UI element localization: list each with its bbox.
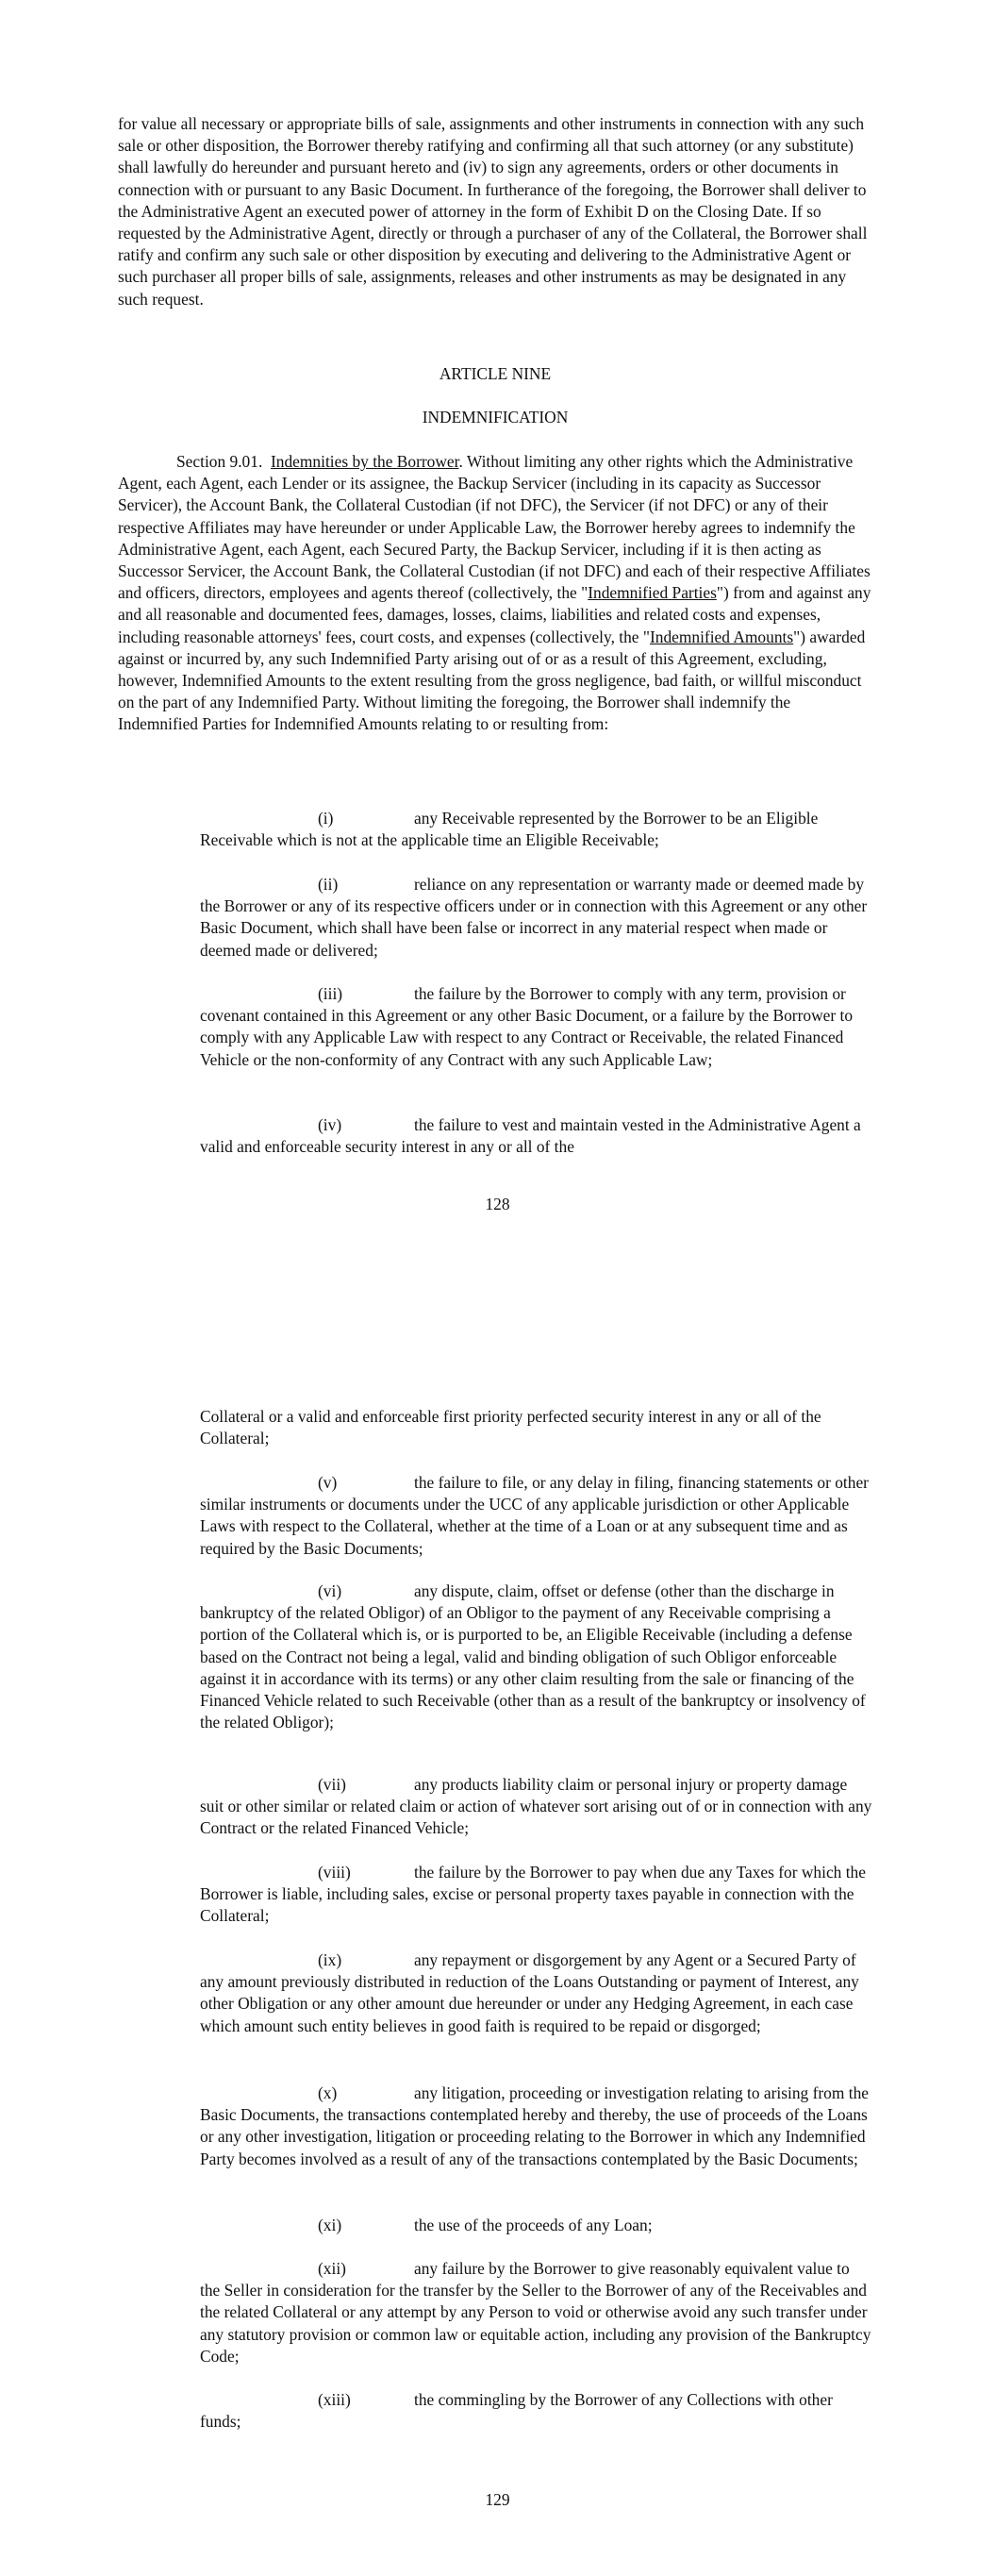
section-text-part-1: . Without limiting any other rights which the Administrative Agent, each Agent, each Lender or its assignee, the Backup Servicer (including in its capacity as Successor Servicer), the Account Bank, the Collateral Custodian (if not DFC), the Servicer (if not DFC) or any of their respective Affiliates may have hereunder or under Applicable Law, the Borrower hereby agrees to indemnify the Administrative Agent, each Agent, each Secured Party, the Backup Servicer, including if it is then acting as Successor Servicer, the Account Bank, the Collateral Custodian (if not DFC) and each of their respective Affiliates and officers, directors, employees and agents thereof (collectively, the " <box>118 452 871 603</box>
item-numeral: (viii) <box>318 1863 351 1882</box>
list-item-iv <box>200 1114 872 1158</box>
item-text: the failure to file, or any delay in filing, financing statements or other similar instruments or documents under the UCC of any applicable jurisdiction or other Applicable Laws with respect to the Collateral, whether at the time of a Loan or at any subsequent time and as required by the Basic Documents; <box>200 1473 869 1558</box>
item-text: the failure by the Borrower to pay when due any Taxes for which the Borrower is liable, including sales, excise or personal property taxes payable in connection with the Collateral; <box>200 1863 866 1926</box>
list-item-x <box>200 2083 872 2170</box>
item-numeral: (i) <box>318 809 334 828</box>
article-title: INDEMNIFICATION <box>422 408 569 427</box>
item-text: any litigation, proceeding or investigation relating to arising from the Basic Documents, the transactions contemplated hereby and thereby, the use of proceeds of the Loans or any other investigation, litigation or proceeding relating to the Borrower in which any Indemnified Party becomes involved as a result of any of the transactions contemplated by the Basic Documents; <box>200 2083 869 2168</box>
item-numeral: (ii) <box>318 875 339 894</box>
section-text-part-3: ") awarded against or incurred by, any such Indemnified Party arising out of or as a result of this Agreement, excluding, however, Indemnified Amounts to the extent resulting from the gross negligence, bad faith, or willful misconduct on the part of any Indemnified Party. Without limiting the foregoing, the Borrower shall indemnify the Indemnified Parties for Indemnified Amounts relating to or resulting from: <box>118 627 866 734</box>
list-item-xiii <box>200 2389 872 2433</box>
item-numeral: (vii) <box>318 1775 346 1794</box>
item-numeral: (iv) <box>318 1115 342 1134</box>
item-numeral: (x) <box>318 2083 338 2102</box>
list-item-xi <box>200 2215 872 2236</box>
list-item-iii <box>200 983 872 1071</box>
continuation-paragraph: for value all necessary or appropriate bills of sale, assignments and other instruments in connection with any such sale or other disposition, the Borrower thereby ratifying and confirming all that such attorney (or any substitute) shall lawfully do hereunder and pursuant hereto and (iv) to sign any agreements, orders or other documents in connection with or pursuant to any Basic Document. In furtherance of the foregoing, the Borrower shall deliver to the Administrative Agent an executed power of attorney in the form of Exhibit D on the Closing Date. If so requested by the Administrative Agent, directly or through a purchaser of any of the Collateral, the Borrower shall ratify and confirm any such sale or other disposition by executing and delivering to the Administrative Agent or such purchaser all proper bills of sale, assignments, releases and other instruments as may be designated in any such request. <box>118 114 868 309</box>
section-9-01-paragraph <box>118 451 872 736</box>
list-item-i <box>200 808 872 851</box>
defined-term-indemnified-parties: Indemnified Parties <box>588 583 717 603</box>
item-text: the commingling by the Borrower of any Collections with other funds; <box>200 2390 833 2432</box>
list-item-v <box>200 1472 872 1560</box>
item-text: any Receivable represented by the Borrower to be an Eligible Receivable which is not at the applicable time an Eligible Receivable; <box>200 809 819 850</box>
page-number: 128 <box>485 1195 510 1213</box>
continuation-paragraph: Collateral or a valid and enforceable first priority perfected security interest in any or all of the Collateral; <box>200 1407 821 1448</box>
item-text: the use of the proceeds of any Loan; <box>414 2216 653 2234</box>
item-numeral: (v) <box>318 1473 338 1492</box>
list-item-viii <box>200 1862 872 1928</box>
list-item-xii <box>200 2258 872 2367</box>
item-numeral: (iii) <box>318 984 343 1003</box>
page-number: 129 <box>485 2490 510 2509</box>
item-text: any repayment or disgorgement by any Agent or a Secured Party of any amount previously distributed in reduction of the Loans Outstanding or payment of Interest, any other Obligation or any other amount due hereunder or under any Hedging Agreement, in each case which amount such entity believes in good faith is required to be repaid or disgorged; <box>200 1950 859 2035</box>
list-item-ii <box>200 874 872 962</box>
item-text: any failure by the Borrower to give reasonably equivalent value to the Seller in consideration for the transfer by the Seller to the Borrower of any of the Receivables and the related Collateral or any attempt by any Person to void or otherwise avoid any such transfer under any statutory provision or common law or equitable action, including any provision of the Bankruptcy Code; <box>200 2259 871 2366</box>
section-text-part-2: ") from and against any and all reasonable and documented fees, damages, losses, claims, liabilities and related costs and expenses, including reasonable attorneys' fees, court costs, and expenses (collectively, the " <box>118 583 871 646</box>
item-numeral: (vi) <box>318 1581 342 1600</box>
section-number: Section 9.01. <box>176 452 263 471</box>
item-numeral: (ix) <box>318 1950 342 1969</box>
document-page-128 <box>0 0 995 1274</box>
section-title: Indemnities by the Borrower <box>271 452 459 471</box>
item-text: the failure to vest and maintain vested in the Administrative Agent a valid and enforceable security interest in any or all of the <box>200 1115 861 1157</box>
defined-term-indemnified-amounts: Indemnified Amounts <box>649 627 794 646</box>
item-numeral: (xii) <box>318 2259 346 2278</box>
item-numeral: (xi) <box>318 2216 342 2234</box>
item-text: any dispute, claim, offset or defense (other than the discharge in bankruptcy of the related Obligor) of an Obligor to the payment of any Receivable comprising a portion of the Collateral which is, or is purported to be, an Eligible Receivable (including a defense based on the Contract not being a legal, valid and binding obligation of such Obligor enforceable against it in accordance with its terms) or any other claim resulting from the sale or financing of the Financed Vehicle related to such Receivable (other than as a result of the bankruptcy or insolvency of the related Obligor); <box>200 1581 866 1732</box>
item-numeral: (xiii) <box>318 2390 351 2409</box>
item-text: any products liability claim or personal injury or property damage suit or other similar or related claim or action of whatever sort arising out of or in connection with any Contract or the related Financed Vehicle; <box>200 1775 872 1838</box>
list-item-ix <box>200 1949 872 2037</box>
article-heading: ARTICLE NINE <box>439 364 552 383</box>
list-item-vii <box>200 1774 872 1840</box>
document-page-129 <box>0 1274 995 2576</box>
item-text: the failure by the Borrower to comply with any term, provision or covenant contained in this Agreement or any other Basic Document, or a failure by the Borrower to comply with any Applicable Law with respect to any Contract or Receivable, the related Financed Vehicle or the non-conformity of any Contract with any such Applicable Law; <box>200 984 854 1069</box>
item-text: reliance on any representation or warranty made or deemed made by the Borrower or any of its respective officers under or in connection with this Agreement or any other Basic Document, which shall have been false or incorrect in any material respect when made or deemed made or delivered; <box>200 875 868 960</box>
list-item-vi <box>200 1581 872 1733</box>
